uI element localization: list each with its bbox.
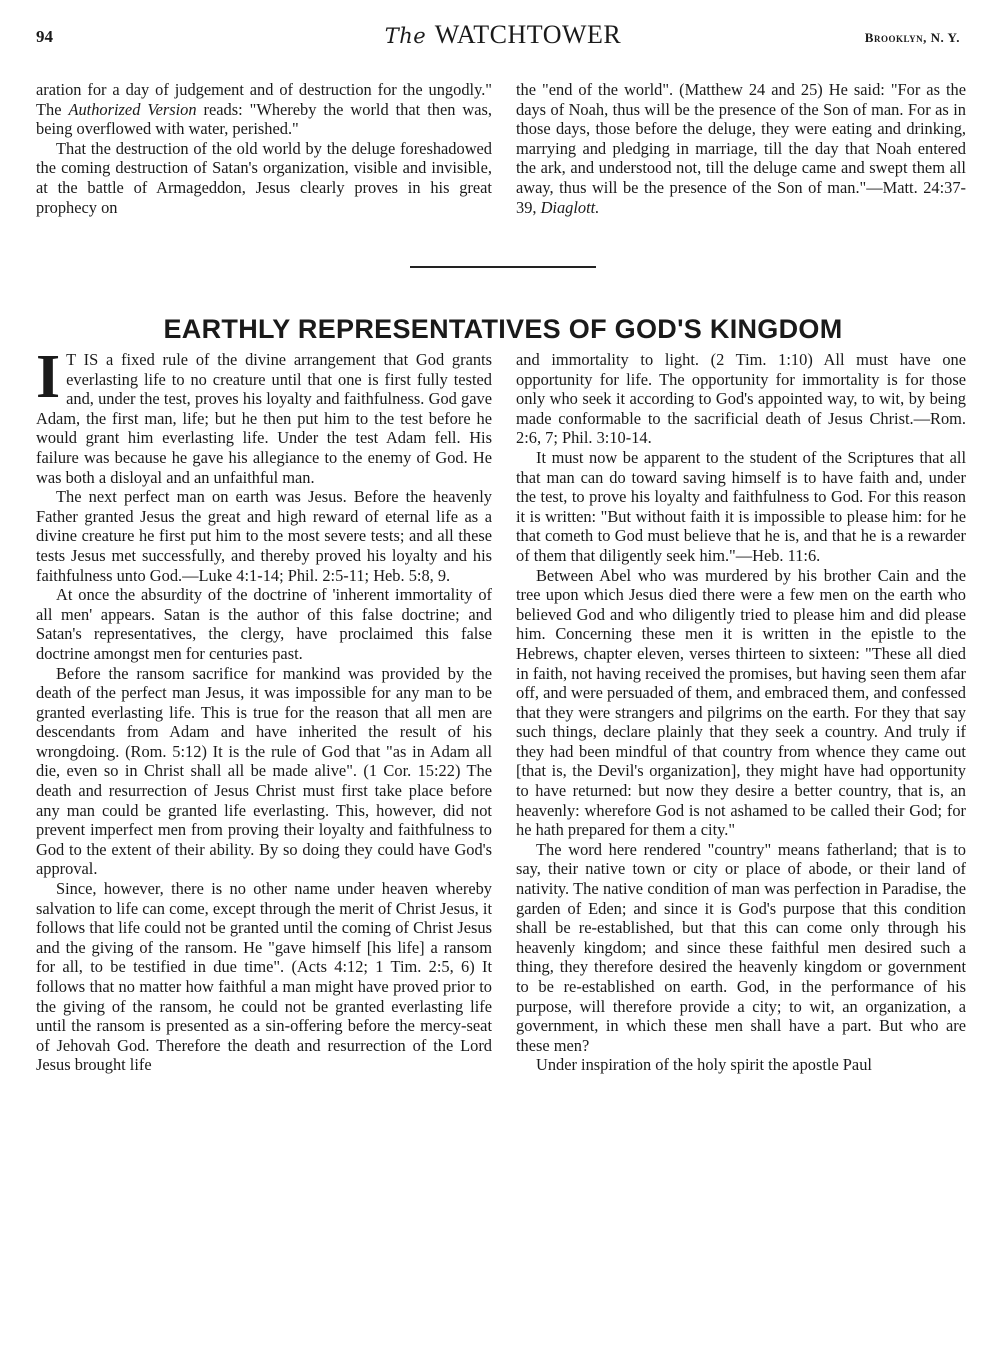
italic-citation: Diaglott. [540, 197, 600, 217]
masthead-prefix: The [384, 24, 427, 48]
lead-paragraph [36, 343, 492, 487]
paragraph: At once the absurdity of the doctrine of 'inherent immortality of all men' appears. Satan is the author of this false doctrine; and Satan's representatives, the clergy, have proclaimed this false doctrine amongst men for centuries past. [36, 585, 492, 663]
paragraph: Since, however, there is no other name under heaven whereby salvation to life can come, except through the merit of Christ Jesus, it follows that life could not be granted until the coming of Christ Jesus and the giving of the ransom. He "gave himself [his life] a ransom for all, to be testified in due time". (Acts 4:12; 1 Tim. 2:5, 6) It follows that no matter how faithful a man might have proved prior to the giving of the ransom, he could not be granted everlasting life until the ransom is presented as a sin-offering before the mercy-seat of Jehovah God. Therefore the death and resurrection of the Lord Jesus brought life [36, 879, 492, 1075]
masthead [0, 20, 1006, 50]
page-number: 94 [36, 27, 53, 46]
paragraph: Between Abel who was murdered by his brother Cain and the tree upon which Jesus died there were a few men on the earth who believed God and who diligently tried to please him and did please him. Concerning these men it is written in the epistle to the Hebrews, chapter eleven, verses thirteen to sixteen: "These all died in faith, not having received the promises, but having seen them afar off, and were persuaded of them, and embraced them, and confessed that they were strangers and pilgrims on the earth. For they that say such things, declare plainly that they seek a country. And truly if they had been mindful of that country from whence they came out [that is, the Devil's organization], they might have had opportunity to have returned: but now they desire a better country, that is, an heavenly: wherefore God is not ashamed to be called their God; for he hath prepared for them a city." [516, 565, 966, 840]
paragraph: Under inspiration of the holy spirit the apostle Paul [536, 1055, 872, 1075]
paragraph-text: T IS a fixed rule of the divine arrangement that God grants everlasting life to no creature until that one is first fully tested and, under the test, proves his loyalty and faithfulness. God gave Adam, the first man, life; but he then put him to the test before he would grant him everlasting life. Under the test Adam fell. His failure was because he gave his allegiance to the enemy of God. He was both a disloyal and an unfaithful man. [36, 350, 492, 487]
paragraph: The next perfect man on earth was Jesus. Before the heavenly Father granted Jesus the great and high reward of eternal life as a divine creature he first put him to the most severe tests; and all these tests Jesus met successfully, and thereby proved his loyalty and his faithfulness unto God.—Luke 4:1-14; Phil. 2:5-11; Heb. 5:8, 9. [36, 487, 492, 585]
article-left-column [36, 343, 492, 1075]
paragraph: That the destruction of the old world by the deluge foreshadowed the coming destruction of Satan's organization, visible and invisible, at the battle of Armageddon, Jesus clearly proves in his great prophecy on [36, 138, 492, 217]
paragraph: It must now be apparent to the student of the Scriptures that all that man can do toward saving himself is to have faith and, under the test, to prove his loyalty and faithfulness to God. For this reason it is written: "But without faith it is impossible to please him: for he that cometh to God must believe that he is, and that he is a rewarder of them that diligently seek him."—Heb. 11:6. [516, 447, 966, 565]
drop-cap: I [36, 343, 61, 411]
article-right-column [516, 350, 966, 1075]
masthead-title: WATCHTOWER [434, 20, 622, 49]
paragraph [516, 80, 966, 217]
paragraph-text: reads: "Whereby the world that then was, being overflowed with water, perished." [36, 99, 492, 139]
page-header [0, 0, 1006, 49]
publication-location: Brooklyn, N. Y. [864, 30, 960, 45]
article-title: EARTHLY REPRESENTATIVES OF GOD'S KINGDOM [163, 314, 843, 345]
paragraph: Before the ransom sacrifice for mankind was provided by the death of the perfect man Jesus, it was impossible for any man to be granted everlasting life. This is true for the reason that all men are descendants from Adam and have inherited the result of his wrongdoing. (Rom. 5:12) It is the rule of God that "as in Adam all die, even so in Christ shall all be made alive". (1 Cor. 15:22) The death and resurrection of Jesus Christ must first take place before any man could be granted life everlasting. This, however, did not prevent imperfect men from proving their loyalty and faithfulness to God to the extent of their ability. By so doing they could have God's approval. [36, 663, 492, 879]
top-left-column [36, 80, 492, 217]
top-right-column [516, 80, 966, 217]
section-divider [410, 266, 596, 268]
italic-title: Authorized Version [68, 99, 197, 119]
paragraph [36, 80, 492, 139]
paragraph-text: aration for a day of judgement and of destruction for the ungodly." The [36, 80, 492, 119]
paragraph-text: the "end of the world". (Matthew 24 and 25) He said: "For as the days of Noah, thus will be the presence of the Son of man. For as in those days, those before the deluge, they were eating and drinking, marrying and pledging in marriage, till the day that Noah entered the ark, and understood not, till the deluge came and swept them all away, thus will be the presence of the Son of man."—Matt. 24:37-39, [516, 80, 966, 217]
paragraph: and immortality to light. (2 Tim. 1:10) All must have one opportunity for life. The opportunity for immortality is for those only who seek it according to God's appointed way, to wit, by being made conformable to the sacrificial death of Jesus Christ.—Rom. 2:6, 7; Phil. 3:10-14. [516, 350, 966, 448]
paragraph: The word here rendered "country" means fatherland; that is to say, their native town or city or place of abode, or their land of nativity. The native condition of man was perfection in Paradise, the garden of Eden; and since it is God's purpose that this condition shall be re-established, but that this can come only through his heavenly kingdom; and since these faithful men desired such a thing, they therefore desired the heavenly kingdom or government to be re-established on earth. God, in the performance of his purpose, will therefore provide a city; to wit, an organization, a government, in which these men shall have a part. But who are these men? [516, 839, 966, 1055]
